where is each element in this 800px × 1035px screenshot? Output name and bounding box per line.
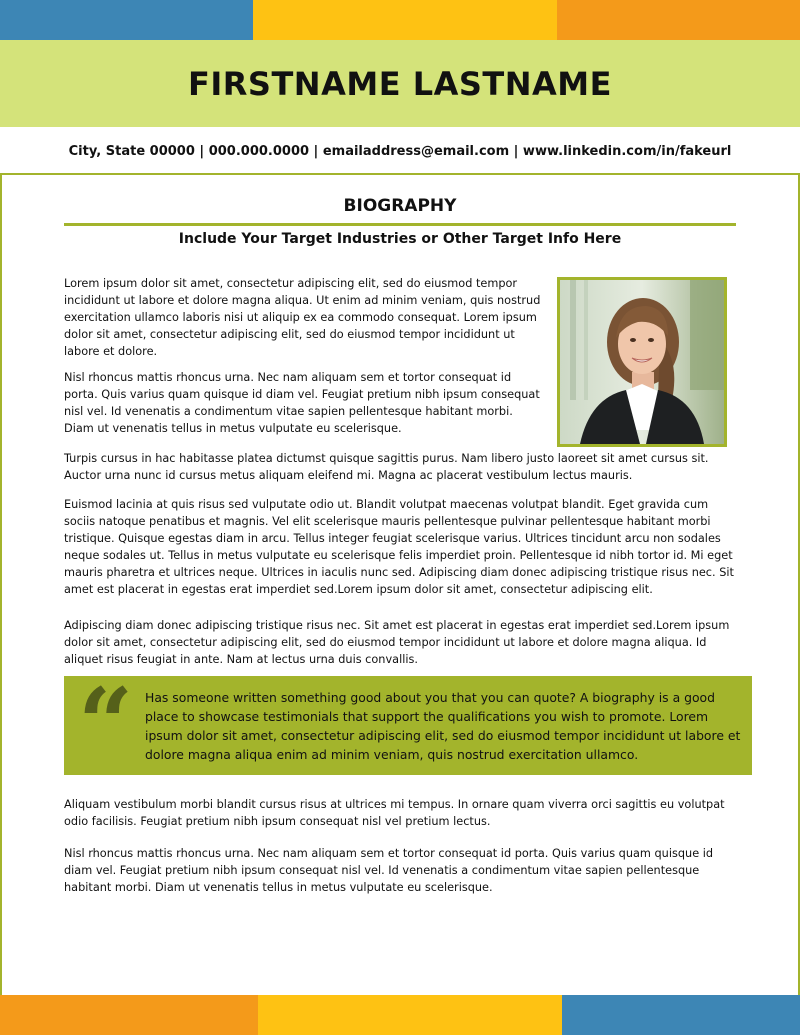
testimonial-text: Has someone written something good about you that you can quote? A biography is a good place to showcase testimonials that support the qualifications you wish to promote. Lorem ipsum dolor sit amet, consectetur adipiscing elit, sed do eiusmod tempor incididunt ut labore et dolore magna aliqua enim ad minim veniam, quis nostrud exercitation ullamco. (145, 690, 741, 762)
bio-paragraph-7: Nisl rhoncus mattis rhoncus urna. Nec nam aliquam sem et tortor consequat id porta. Quis varius quam quisque id diam vel. Feugiat pretium nibh ipsum consequat nisl vel. Id venenatis a condimentum vitae sapien pellentesque habitant morbi. Diam ut venenatis tellus in metus vulputate eu scelerisque. (64, 847, 714, 894)
top-color-bar (0, 0, 800, 40)
bio-paragraph-1: Lorem ipsum dolor sit amet, consectetur adipiscing elit, sed do eiusmod tempor incididunt ut labore et dolore magna aliqua. Ut enim ad minim veniam, quis nostrud exercitation ullamco laboris nisi ut aliquip ex ea commodo consequat. Lorem ipsum dolor sit amet, consectetur adipiscing elit, sed do eiusmod tempor incididunt ut labore et dolore. (64, 277, 541, 358)
bottom-bar-blue-segment (562, 995, 800, 1035)
frame-top-line (0, 173, 800, 175)
bio-paragraph-3: Turpis cursus in hac habitasse platea dictumst quisque sagittis purus. Nam libero justo laoreet sit amet cursus sit. Auctor urna nunc id cursus metus aliquam eleifend mi. Magna ac placerat vestibulum lectus mauris. (64, 452, 709, 482)
testimonial-quote-box (64, 667, 752, 780)
name-band (0, 40, 800, 127)
bio-paragraph-2: Nisl rhoncus mattis rhoncus urna. Nec nam aliquam sem et tortor consequat id porta. Quis varius quam quisque id diam vel. Feugiat pretium nibh ipsum consequat nisl vel. Id venenatis a condimentum vitae sapien pellentesque habitant morbi. Diam ut venenatis tellus in metus vulputate eu scelerisque. (64, 371, 540, 435)
resume-name: FIRSTNAME LASTNAME (188, 64, 612, 103)
top-bar-yellow-segment (253, 0, 557, 40)
bottom-bar-orange-segment (0, 995, 258, 1035)
bottom-bar-yellow-segment (258, 995, 562, 1035)
portrait-illustration (560, 280, 724, 444)
bottom-color-bar (0, 995, 800, 1035)
section-divider (64, 223, 736, 226)
profile-photo (557, 277, 727, 447)
top-bar-blue-segment (0, 0, 253, 40)
bio-paragraph-4: Euismod lacinia at quis risus sed vulputate odio ut. Blandit volutpat maecenas volutpat blandit. Eget gravida cum sociis natoque penatibus et magnis. Vel elit scelerisque mauris pellentesque pulvinar pellentesque habitant morbi tristique. Quisque egestas diam in arcu. Tellus integer feugiat scelerisque varius. Ultrices tincidunt arcu non sodales neque sodales ut. Tellus in metus vulputate eu scelerisque felis imperdiet proin. Pellentesque id nibh tortor id. Mi eget mauris pharetra et ultrices neque. Ultrices in iaculis nunc sed. Adipiscing diam donec adipiscing tristique risus nec. Sit amet est placerat in egestas erat imperdiet sed.Lorem ipsum dolor sit amet, consectetur adipiscing elit. (64, 498, 734, 596)
bio-paragraph-5: Adipiscing diam donec adipiscing tristique risus nec. Sit amet est placerat in egestas erat imperdiet sed.Lorem ipsum dolor sit amet, consectetur adipiscing elit, sed do eiusmod tempor incididunt ut labore et dolore magna aliqua. Id aliquet risus feugiat in ante. Nam at lectus urna duis convallis. (64, 619, 730, 666)
frame-left-line (0, 173, 2, 995)
bio-paragraph-6: Aliquam vestibulum morbi blandit cursus risus at ultrices mi tempus. In ornare quam viverra orci sagittis eu volutpat odio facilisis. Feugiat pretium nibh ipsum consequat nisl vel pretium lectus. (64, 798, 725, 828)
contact-info: City, State 00000 | 000.000.0000 | emailaddress@email.com | www.linkedin.com/in/fakeurl (68, 143, 732, 159)
top-bar-orange-segment (557, 0, 800, 40)
section-title: BIOGRAPHY (343, 196, 457, 216)
section-subtitle: Include Your Target Industries or Other Target Info Here (178, 231, 622, 247)
quote-mark-icon: “ (78, 667, 134, 780)
